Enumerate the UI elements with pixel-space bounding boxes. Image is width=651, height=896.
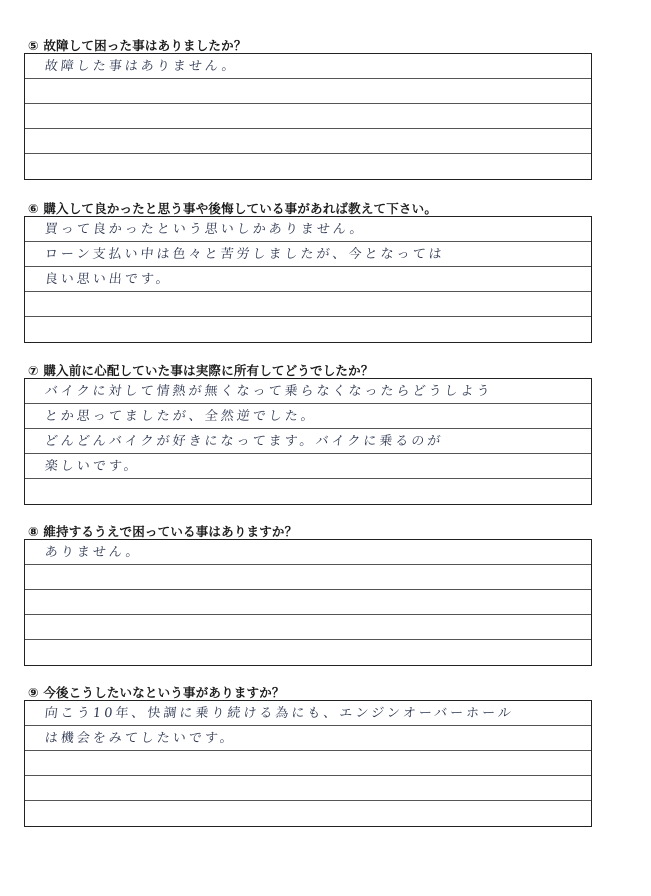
answer-line [25, 454, 591, 479]
answer-line [25, 54, 591, 79]
handwritten-answer: 故障した事はありません。 [44, 59, 239, 74]
handwritten-answer: とか思ってましたが、全然逆でした。 [44, 409, 318, 424]
answer-line [25, 217, 591, 242]
answer-line [25, 292, 591, 317]
answer-line [25, 801, 591, 826]
handwritten-answer: 楽しいです。 [44, 459, 141, 474]
answer-line [25, 317, 591, 342]
answer-line [25, 154, 591, 179]
answer-line [25, 590, 591, 615]
handwritten-answer: ありません。 [44, 545, 143, 560]
answer-line [25, 267, 591, 292]
handwritten-answer: は機会をみてしたいです。 [44, 731, 237, 746]
answer-line [25, 404, 591, 429]
handwritten-answer: どんどんバイクが好きになってます。バイクに乗るのが [44, 434, 445, 449]
answer-line [25, 379, 591, 404]
answer-line [25, 751, 591, 776]
answer-line [25, 701, 591, 726]
question-6: ⑥ 購入して良かったと思う事や後悔している事があれば教えて下さい。 [28, 201, 438, 216]
answer-line [25, 104, 591, 129]
question-7: ⑦ 購入前に心配していた事は実際に所有してどうでしたか？ [28, 363, 374, 378]
answer-line [25, 429, 591, 454]
answer-line [25, 615, 591, 640]
answer-line [25, 640, 591, 665]
answer-box-7 [24, 378, 592, 505]
answer-line [25, 79, 591, 104]
answer-line [25, 726, 591, 751]
answer-line [25, 540, 591, 565]
handwritten-answer: バイクに対して情熱が無くなって乗らなくなったらどうしよう [44, 384, 494, 399]
answer-box-5 [24, 53, 592, 180]
handwritten-answer: ローン支払い中は色々と苦労しましたが、今となっては [44, 247, 446, 262]
answer-box-6 [24, 216, 592, 343]
question-5: ⑤ 故障して困った事はありましたか？ [28, 38, 247, 53]
handwritten-answer: 買って良かったという思いしかありません。 [44, 222, 367, 237]
handwritten-answer: 良い思い出です。 [44, 272, 173, 287]
answer-line [25, 242, 591, 267]
answer-line [25, 479, 591, 504]
answer-line [25, 776, 591, 801]
question-9: ⑨ 今後こうしたいなという事がありますか？ [28, 685, 285, 700]
answer-box-8 [24, 539, 592, 666]
answer-line [25, 129, 591, 154]
answer-line [25, 565, 591, 590]
question-8: ⑧ 維持するうえで困っている事はありますか？ [28, 524, 298, 539]
handwritten-answer: 向こう10年、快調に乗り続ける為にも、エンジンオーバーホール [44, 706, 515, 721]
answer-box-9 [24, 700, 592, 827]
